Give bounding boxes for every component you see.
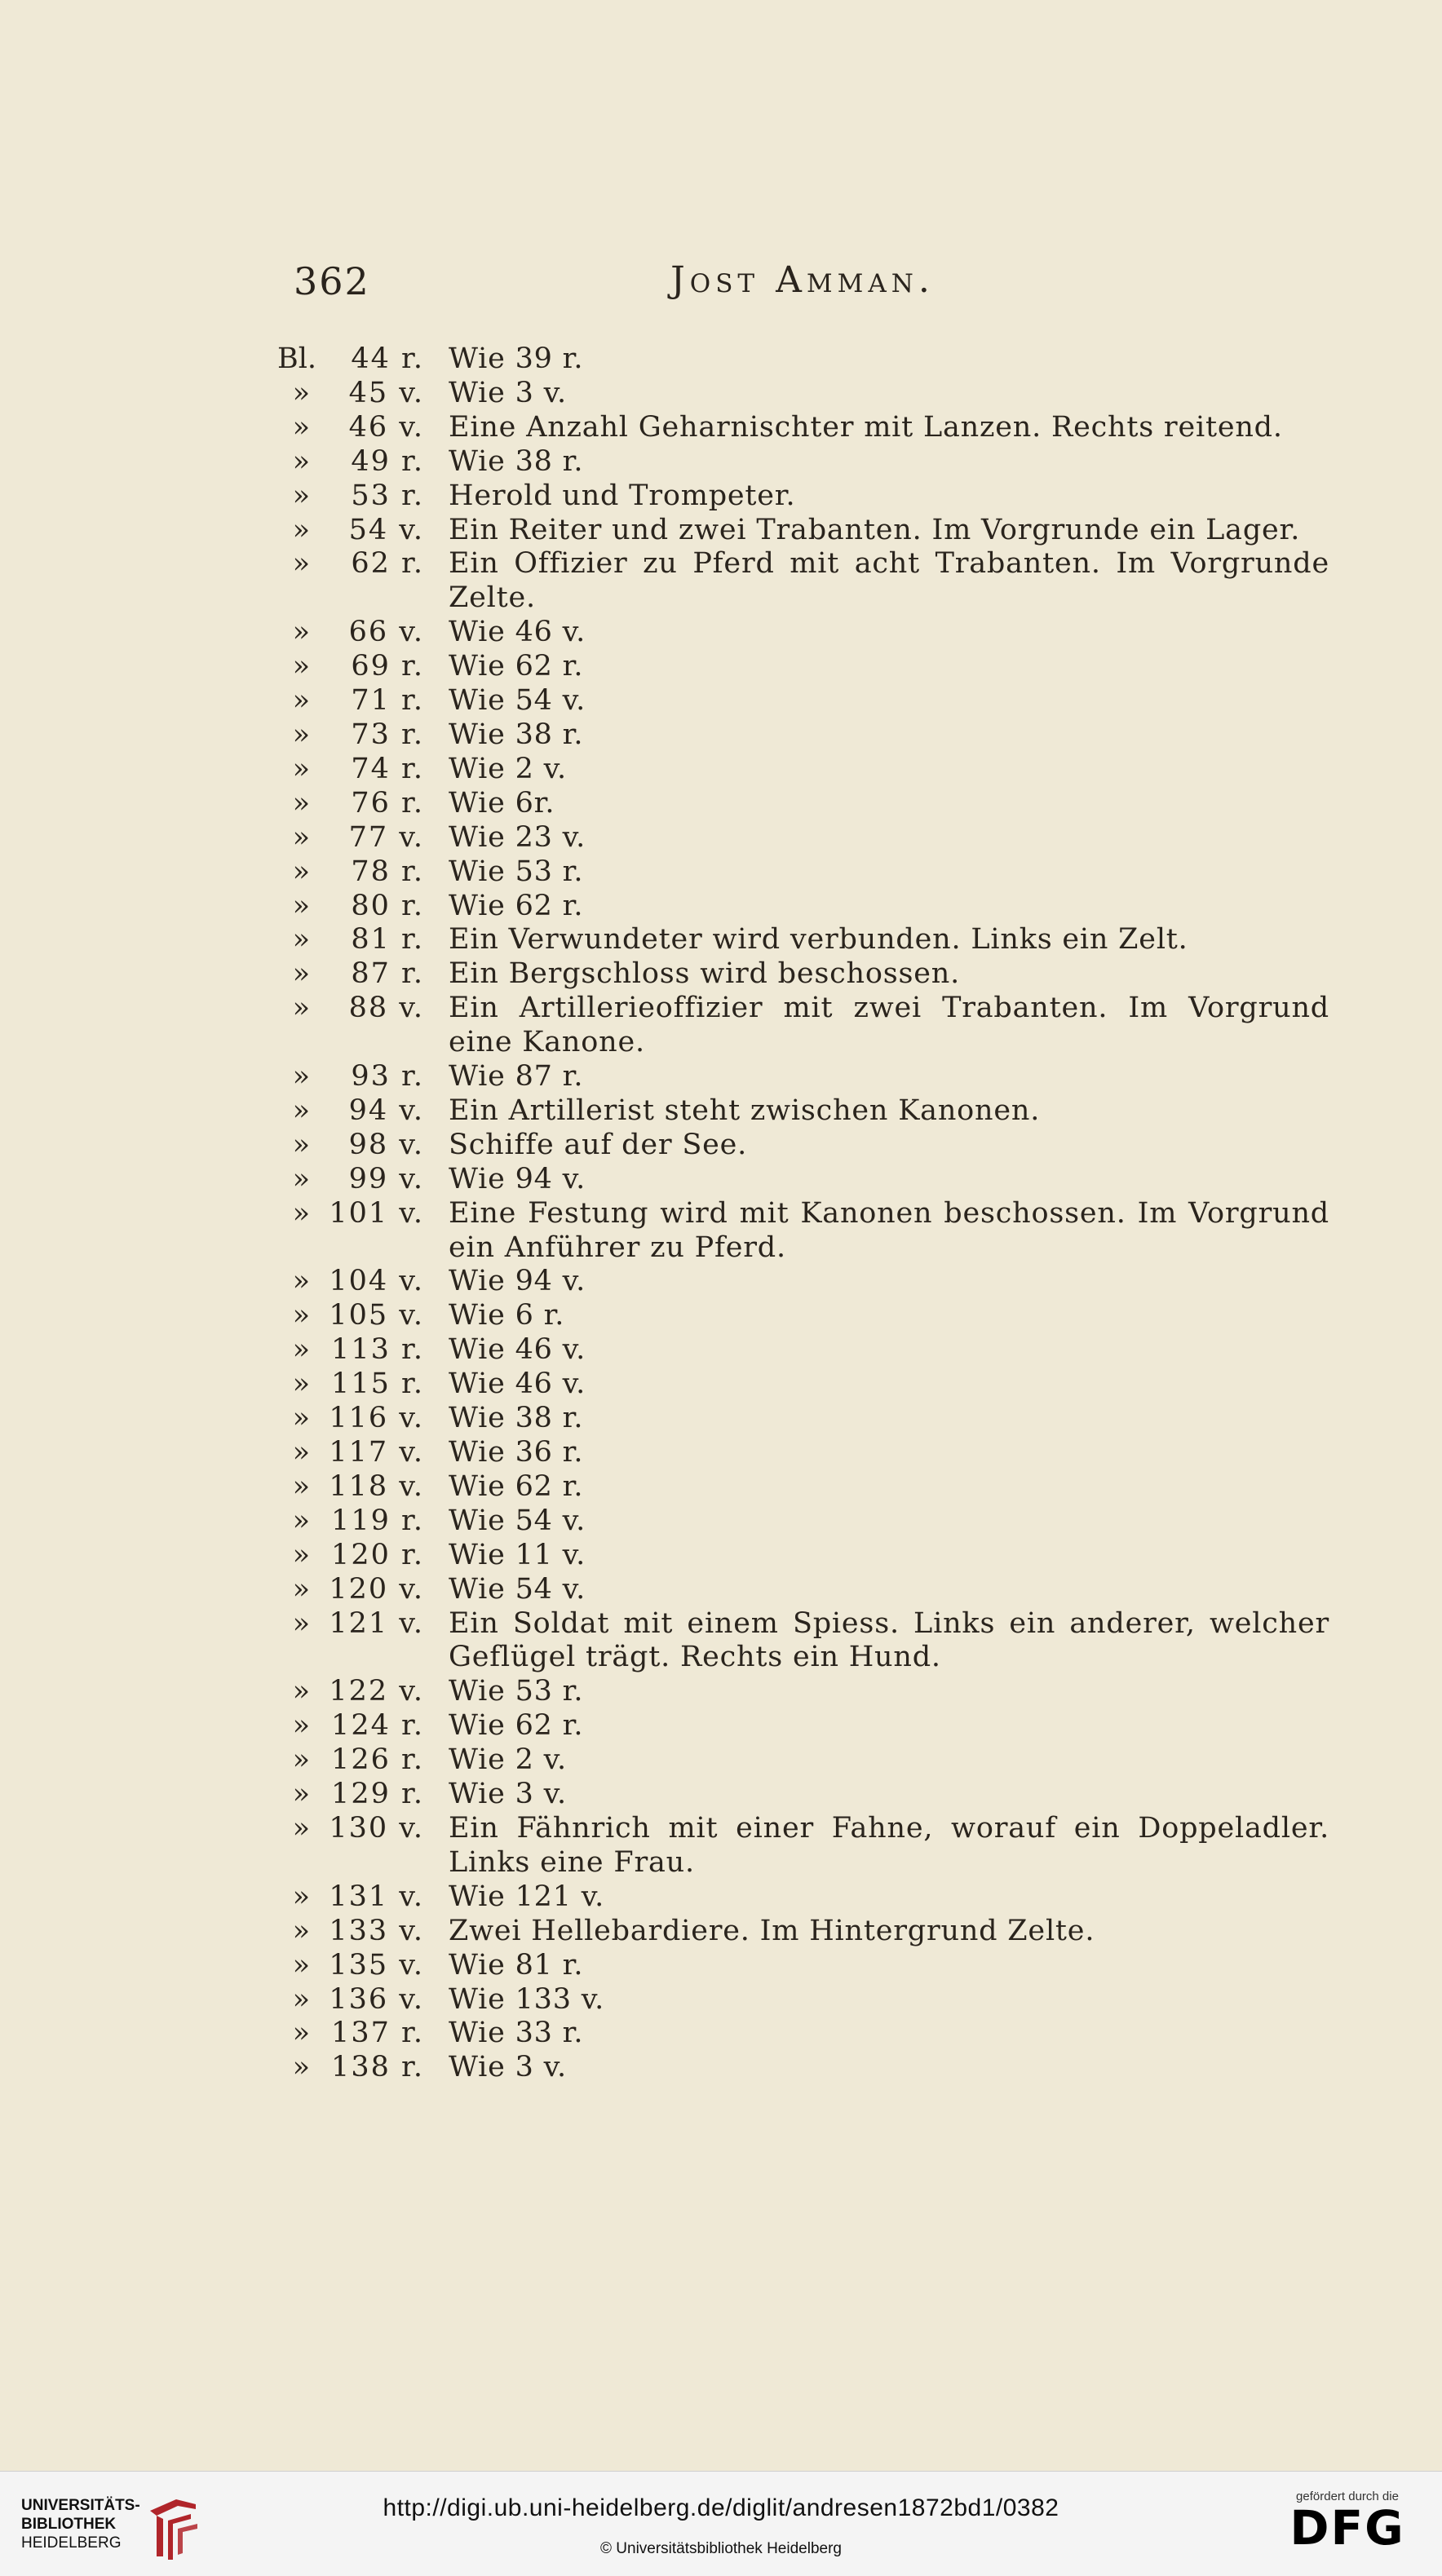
ditto-mark: » [292, 1162, 312, 1195]
folio-reference [277, 650, 434, 684]
folio-number: 66 v. [348, 616, 424, 649]
ditto-mark: » [292, 444, 312, 478]
folio-reference [277, 1163, 434, 1197]
folio-number: 49 r. [351, 444, 424, 478]
funding-caption: gefördert durch die [1296, 2490, 1399, 2503]
folio-reference [277, 377, 434, 411]
folio-number: 99 v. [348, 1162, 424, 1195]
ditto-mark: » [292, 1436, 312, 1469]
catalog-entry [277, 1949, 1329, 1983]
ditto-mark: » [292, 1709, 312, 1743]
folio-number: 120 r. [331, 1538, 424, 1571]
folio-reference [277, 1539, 434, 1573]
folio-number: 45 v. [348, 376, 424, 409]
catalog-entry [277, 1880, 1329, 1915]
entry-description: Wie 3 v. [449, 1778, 567, 1811]
folio-number: 76 r. [351, 786, 424, 820]
folio-number: 80 r. [351, 889, 424, 922]
entry-description: Eine Festung wird mit Kanonen beschossen. Im Vorgrund ein Anführer zu Pferd. [449, 1196, 1329, 1264]
folio-reference [277, 445, 434, 479]
entry-description: Wie 36 r. [449, 1436, 584, 1469]
folio-reference [277, 1743, 434, 1778]
catalog-entry [277, 1060, 1329, 1094]
catalog-entry [277, 1299, 1329, 1333]
catalog-entry [277, 1265, 1329, 1299]
entry-description: Wie 3 v. [449, 376, 567, 409]
entry-description: Ein Soldat mit einem Spiess. Links ein anderer, welcher Geflügel trägt. Rechts ein Hund. [449, 1606, 1329, 1674]
folio-reference [277, 1129, 434, 1163]
folio-reference [277, 1197, 434, 1231]
catalog-entry [277, 821, 1329, 855]
ditto-mark: » [292, 376, 312, 409]
folio-number: 130 v. [329, 1811, 424, 1845]
catalog-entry [277, 718, 1329, 753]
entry-description: Eine Anzahl Geharnischter mit Lanzen. Rechts reitend. [449, 410, 1283, 444]
ditto-mark: » [292, 616, 312, 649]
folio-reference [277, 547, 434, 581]
entry-description: Wie 62 r. [449, 650, 584, 683]
entry-description: Schiffe auf der See. [449, 1128, 748, 1161]
folio-number: 71 r. [351, 684, 424, 718]
folio-reference [277, 787, 434, 821]
ditto-mark: » [292, 1128, 312, 1161]
folio-reference [277, 616, 434, 650]
catalog-entry [277, 1368, 1329, 1402]
entry-description: Herold und Trompeter. [449, 479, 796, 512]
catalog-entry [277, 616, 1329, 650]
ditto-mark: » [292, 889, 312, 922]
entry-description: Ein Fähnrich mit einer Fahne, worauf ein Doppeladler. Links eine Frau. [449, 1811, 1329, 1879]
folio-number: 53 r. [351, 479, 424, 512]
ditto-mark: » [292, 650, 312, 683]
entry-description: Wie 54 v. [449, 1504, 586, 1537]
ditto-mark: » [292, 1914, 312, 1947]
entry-description: Wie 38 r. [449, 1402, 584, 1435]
folio-number: 136 v. [329, 1982, 424, 2016]
entry-description: Wie 94 v. [449, 1162, 586, 1195]
catalog-entry [277, 1470, 1329, 1505]
ditto-mark: » [292, 820, 312, 854]
ditto-mark: » [292, 1333, 312, 1367]
folio-number: 137 r. [331, 2017, 424, 2050]
entry-description: Wie 53 r. [449, 855, 584, 888]
ditto-mark: » [292, 1778, 312, 1811]
entry-description: Wie 46 v. [449, 1333, 586, 1367]
entry-description: Wie 33 r. [449, 2017, 584, 2050]
catalog-entry [277, 992, 1329, 1060]
folio-reference [277, 1094, 434, 1129]
folio-number: 113 r. [331, 1333, 424, 1367]
entry-description: Wie 53 r. [449, 1675, 584, 1708]
folio-number: 138 r. [331, 2051, 424, 2084]
catalog-entry [277, 514, 1329, 548]
folio-number: 131 v. [329, 1880, 424, 1913]
folio-number: 115 r. [331, 1368, 424, 1401]
folio-number: 117 v. [329, 1436, 424, 1469]
ditto-mark: » [292, 1572, 312, 1606]
copyright-notice: © Universitätsbibliothek Heidelberg [600, 2540, 842, 2557]
page-number: 362 [294, 259, 370, 303]
folio-number: 78 r. [351, 855, 424, 888]
ditto-mark: » [292, 1094, 312, 1127]
folio-reference [277, 1778, 434, 1812]
folio-number: 126 r. [331, 1743, 424, 1777]
ditto-mark: » [292, 1504, 312, 1537]
entry-description: Wie 3 v. [449, 2051, 567, 2084]
folio-number: 119 r. [331, 1504, 424, 1537]
ditto-mark: » [292, 1196, 312, 1230]
folio-reference [277, 1505, 434, 1539]
catalog-entry [277, 1539, 1329, 1573]
folio-reference [277, 514, 434, 548]
ditto-mark: » [292, 992, 312, 1025]
entry-description: Wie 39 r. [449, 342, 584, 375]
entry-description: Wie 54 v. [449, 1572, 586, 1606]
folio-number: 124 r. [331, 1709, 424, 1743]
folio-reference [277, 1812, 434, 1846]
entry-description: Wie 38 r. [449, 444, 584, 478]
folio-number: 69 r. [351, 650, 424, 683]
folio-number: 94 v. [348, 1094, 424, 1127]
folio-reference [277, 1983, 434, 2017]
folio-number: 81 r. [351, 923, 424, 957]
catalog-entry [277, 342, 1329, 377]
page-header [289, 259, 1316, 308]
catalog-entry [277, 890, 1329, 924]
entry-description: Wie 54 v. [449, 684, 586, 718]
entry-description: Wie 121 v. [449, 1880, 605, 1913]
running-title: Jost Amman. [670, 259, 935, 301]
folio-reference [277, 1368, 434, 1402]
entry-description: Wie 94 v. [449, 1265, 586, 1298]
folio-number: 105 v. [329, 1299, 424, 1332]
folio-reference [277, 1265, 434, 1299]
ditto-mark: » [292, 1060, 312, 1094]
entry-description: Wie 133 v. [449, 1982, 605, 2016]
folio-number: 54 v. [348, 513, 424, 546]
entry-description: Wie 6r. [449, 786, 555, 820]
folio-number: 104 v. [329, 1265, 424, 1298]
catalog-entry [277, 923, 1329, 957]
ditto-mark: » [292, 1606, 312, 1640]
entry-description: Ein Bergschloss wird beschossen. [449, 957, 961, 991]
catalog-entry [277, 1129, 1329, 1163]
entry-description: Wie 38 r. [449, 718, 584, 751]
catalog-entry [277, 547, 1329, 616]
folio-number: 44 r. [351, 342, 424, 375]
folio-number: 121 v. [329, 1606, 424, 1640]
folio-reference [277, 1709, 434, 1743]
folio-reference [277, 1607, 434, 1641]
catalog-entry [277, 1094, 1329, 1129]
catalog-entry [277, 1743, 1329, 1778]
catalog-entry [277, 377, 1329, 411]
catalog-entry [277, 1163, 1329, 1197]
catalog-entry [277, 753, 1329, 787]
entry-description: Wie 2 v. [449, 752, 567, 785]
folio-reference [277, 1880, 434, 1915]
folio-reference [277, 411, 434, 445]
folio-reference [277, 342, 434, 377]
ditto-mark: » [292, 2051, 312, 2084]
entry-description: Wie 81 r. [449, 1948, 584, 1982]
folio-reference [277, 753, 434, 787]
entry-description: Ein Artillerieoffizier mit zwei Trabanten. Im Vorgrund eine Kanone. [449, 992, 1329, 1059]
ditto-mark: » [292, 1538, 312, 1571]
ditto-mark: » [292, 513, 312, 546]
folio-number: 135 v. [329, 1948, 424, 1982]
catalog-entry [277, 957, 1329, 992]
folio-reference [277, 1470, 434, 1505]
folio-reference [277, 1675, 434, 1709]
blatt-label: Bl. [277, 342, 317, 375]
ditto-mark: » [292, 684, 312, 718]
dfg-logo: DFG [1289, 2500, 1405, 2556]
dfg-funding-badge[interactable] [1274, 2490, 1421, 2556]
ditto-mark: » [292, 410, 312, 444]
catalog-entry [277, 411, 1329, 445]
folio-reference [277, 2051, 434, 2085]
folio-number: 62 r. [351, 547, 424, 581]
entry-description: Wie 2 v. [449, 1743, 567, 1777]
ditto-mark: » [292, 1402, 312, 1435]
folio-number: 122 v. [329, 1675, 424, 1708]
entry-description: Wie 62 r. [449, 1469, 584, 1503]
entry-description: Ein Artillerist steht zwischen Kanonen. [449, 1094, 1041, 1127]
folio-reference [277, 1436, 434, 1470]
ditto-mark: » [292, 547, 312, 581]
catalog-entry [277, 787, 1329, 821]
ditto-mark: » [292, 1743, 312, 1777]
folio-number: 46 v. [348, 410, 424, 444]
folio-number: 101 v. [329, 1196, 424, 1230]
folio-reference [277, 957, 434, 992]
ditto-mark: » [292, 855, 312, 888]
catalog-entry [277, 1983, 1329, 2017]
ditto-mark: » [292, 786, 312, 820]
entry-description: Wie 23 v. [449, 820, 586, 854]
folio-reference [277, 821, 434, 855]
catalog-entry [277, 1915, 1329, 1949]
ditto-mark: » [292, 1469, 312, 1503]
folio-reference [277, 1402, 434, 1436]
ditto-mark: » [292, 1811, 312, 1845]
catalog-entry [277, 1573, 1329, 1607]
entry-description: Wie 62 r. [449, 1709, 584, 1743]
catalog-entry [277, 1333, 1329, 1368]
ditto-mark: » [292, 1368, 312, 1401]
folio-number: 129 r. [331, 1778, 424, 1811]
ditto-mark: » [292, 1265, 312, 1298]
ditto-mark: » [292, 1299, 312, 1332]
ditto-mark: » [292, 1675, 312, 1708]
catalog-entry [277, 1197, 1329, 1266]
catalog-entry [277, 1436, 1329, 1470]
viewer-footer [0, 2471, 1442, 2576]
folio-reference [277, 1333, 434, 1368]
entry-description: Wie 46 v. [449, 1368, 586, 1401]
folio-number: 88 v. [348, 992, 424, 1025]
catalog-entries [277, 342, 1329, 2085]
folio-number: 87 r. [351, 957, 424, 991]
entry-description: Wie 62 r. [449, 889, 584, 922]
library-name: UNIVERSITÄTS- BIBLIOTHEK HEIDELBERG [21, 2497, 140, 2552]
catalog-entry [277, 1709, 1329, 1743]
catalog-entry [277, 650, 1329, 684]
catalog-entry [277, 1505, 1329, 1539]
ditto-mark: » [292, 1982, 312, 2016]
catalog-entry [277, 2017, 1329, 2051]
folio-number: 74 r. [351, 752, 424, 785]
folio-reference [277, 923, 434, 957]
folio-reference [277, 1573, 434, 1607]
ditto-mark: » [292, 923, 312, 957]
catalog-entry [277, 855, 1329, 890]
ditto-mark: » [292, 718, 312, 751]
entry-description: Ein Offizier zu Pferd mit acht Trabanten. Im Vorgrunde Zelte. [449, 547, 1329, 615]
ditto-mark: » [292, 1948, 312, 1982]
folio-number: 93 r. [351, 1060, 424, 1094]
folio-reference [277, 479, 434, 514]
entry-description: Wie 87 r. [449, 1060, 584, 1094]
folio-reference [277, 890, 434, 924]
catalog-entry [277, 445, 1329, 479]
ditto-mark: » [292, 752, 312, 785]
catalog-entry [277, 1675, 1329, 1709]
folio-reference [277, 1299, 434, 1333]
catalog-entry [277, 1812, 1329, 1880]
folio-reference [277, 992, 434, 1026]
folio-number: 77 v. [348, 820, 424, 854]
folio-reference [277, 1949, 434, 1983]
catalog-entry [277, 2051, 1329, 2085]
entry-description: Zwei Hellebardiere. Im Hintergrund Zelte. [449, 1914, 1095, 1947]
catalog-entry [277, 479, 1329, 514]
folio-reference [277, 718, 434, 753]
folio-reference [277, 684, 434, 718]
ditto-mark: » [292, 957, 312, 991]
catalog-entry [277, 1607, 1329, 1676]
folio-number: 73 r. [351, 718, 424, 751]
entry-description: Wie 11 v. [449, 1538, 586, 1571]
catalog-entry [277, 1778, 1329, 1812]
folio-number: 118 v. [329, 1469, 424, 1503]
entry-description: Wie 46 v. [449, 616, 586, 649]
folio-reference [277, 855, 434, 890]
folio-reference [277, 1060, 434, 1094]
folio-reference [277, 1915, 434, 1949]
ditto-mark: » [292, 1880, 312, 1913]
ditto-mark: » [292, 2017, 312, 2050]
ditto-mark: » [292, 479, 312, 512]
folio-number: 98 v. [348, 1128, 424, 1161]
folio-number: 120 v. [329, 1572, 424, 1606]
folio-number: 116 v. [329, 1402, 424, 1435]
entry-description: Wie 6 r. [449, 1299, 565, 1332]
folio-number: 133 v. [329, 1914, 424, 1947]
folio-reference [277, 2017, 434, 2051]
entry-description: Ein Reiter und zwei Trabanten. Im Vorgrunde ein Lager. [449, 513, 1301, 546]
entry-description: Ein Verwundeter wird verbunden. Links ein Zelt. [449, 923, 1188, 957]
catalog-entry [277, 684, 1329, 718]
catalog-entry [277, 1402, 1329, 1436]
permalink-url[interactable]: http://digi.ub.uni-heidelberg.de/diglit/andresen1872bd1/0382 [383, 2494, 1059, 2521]
